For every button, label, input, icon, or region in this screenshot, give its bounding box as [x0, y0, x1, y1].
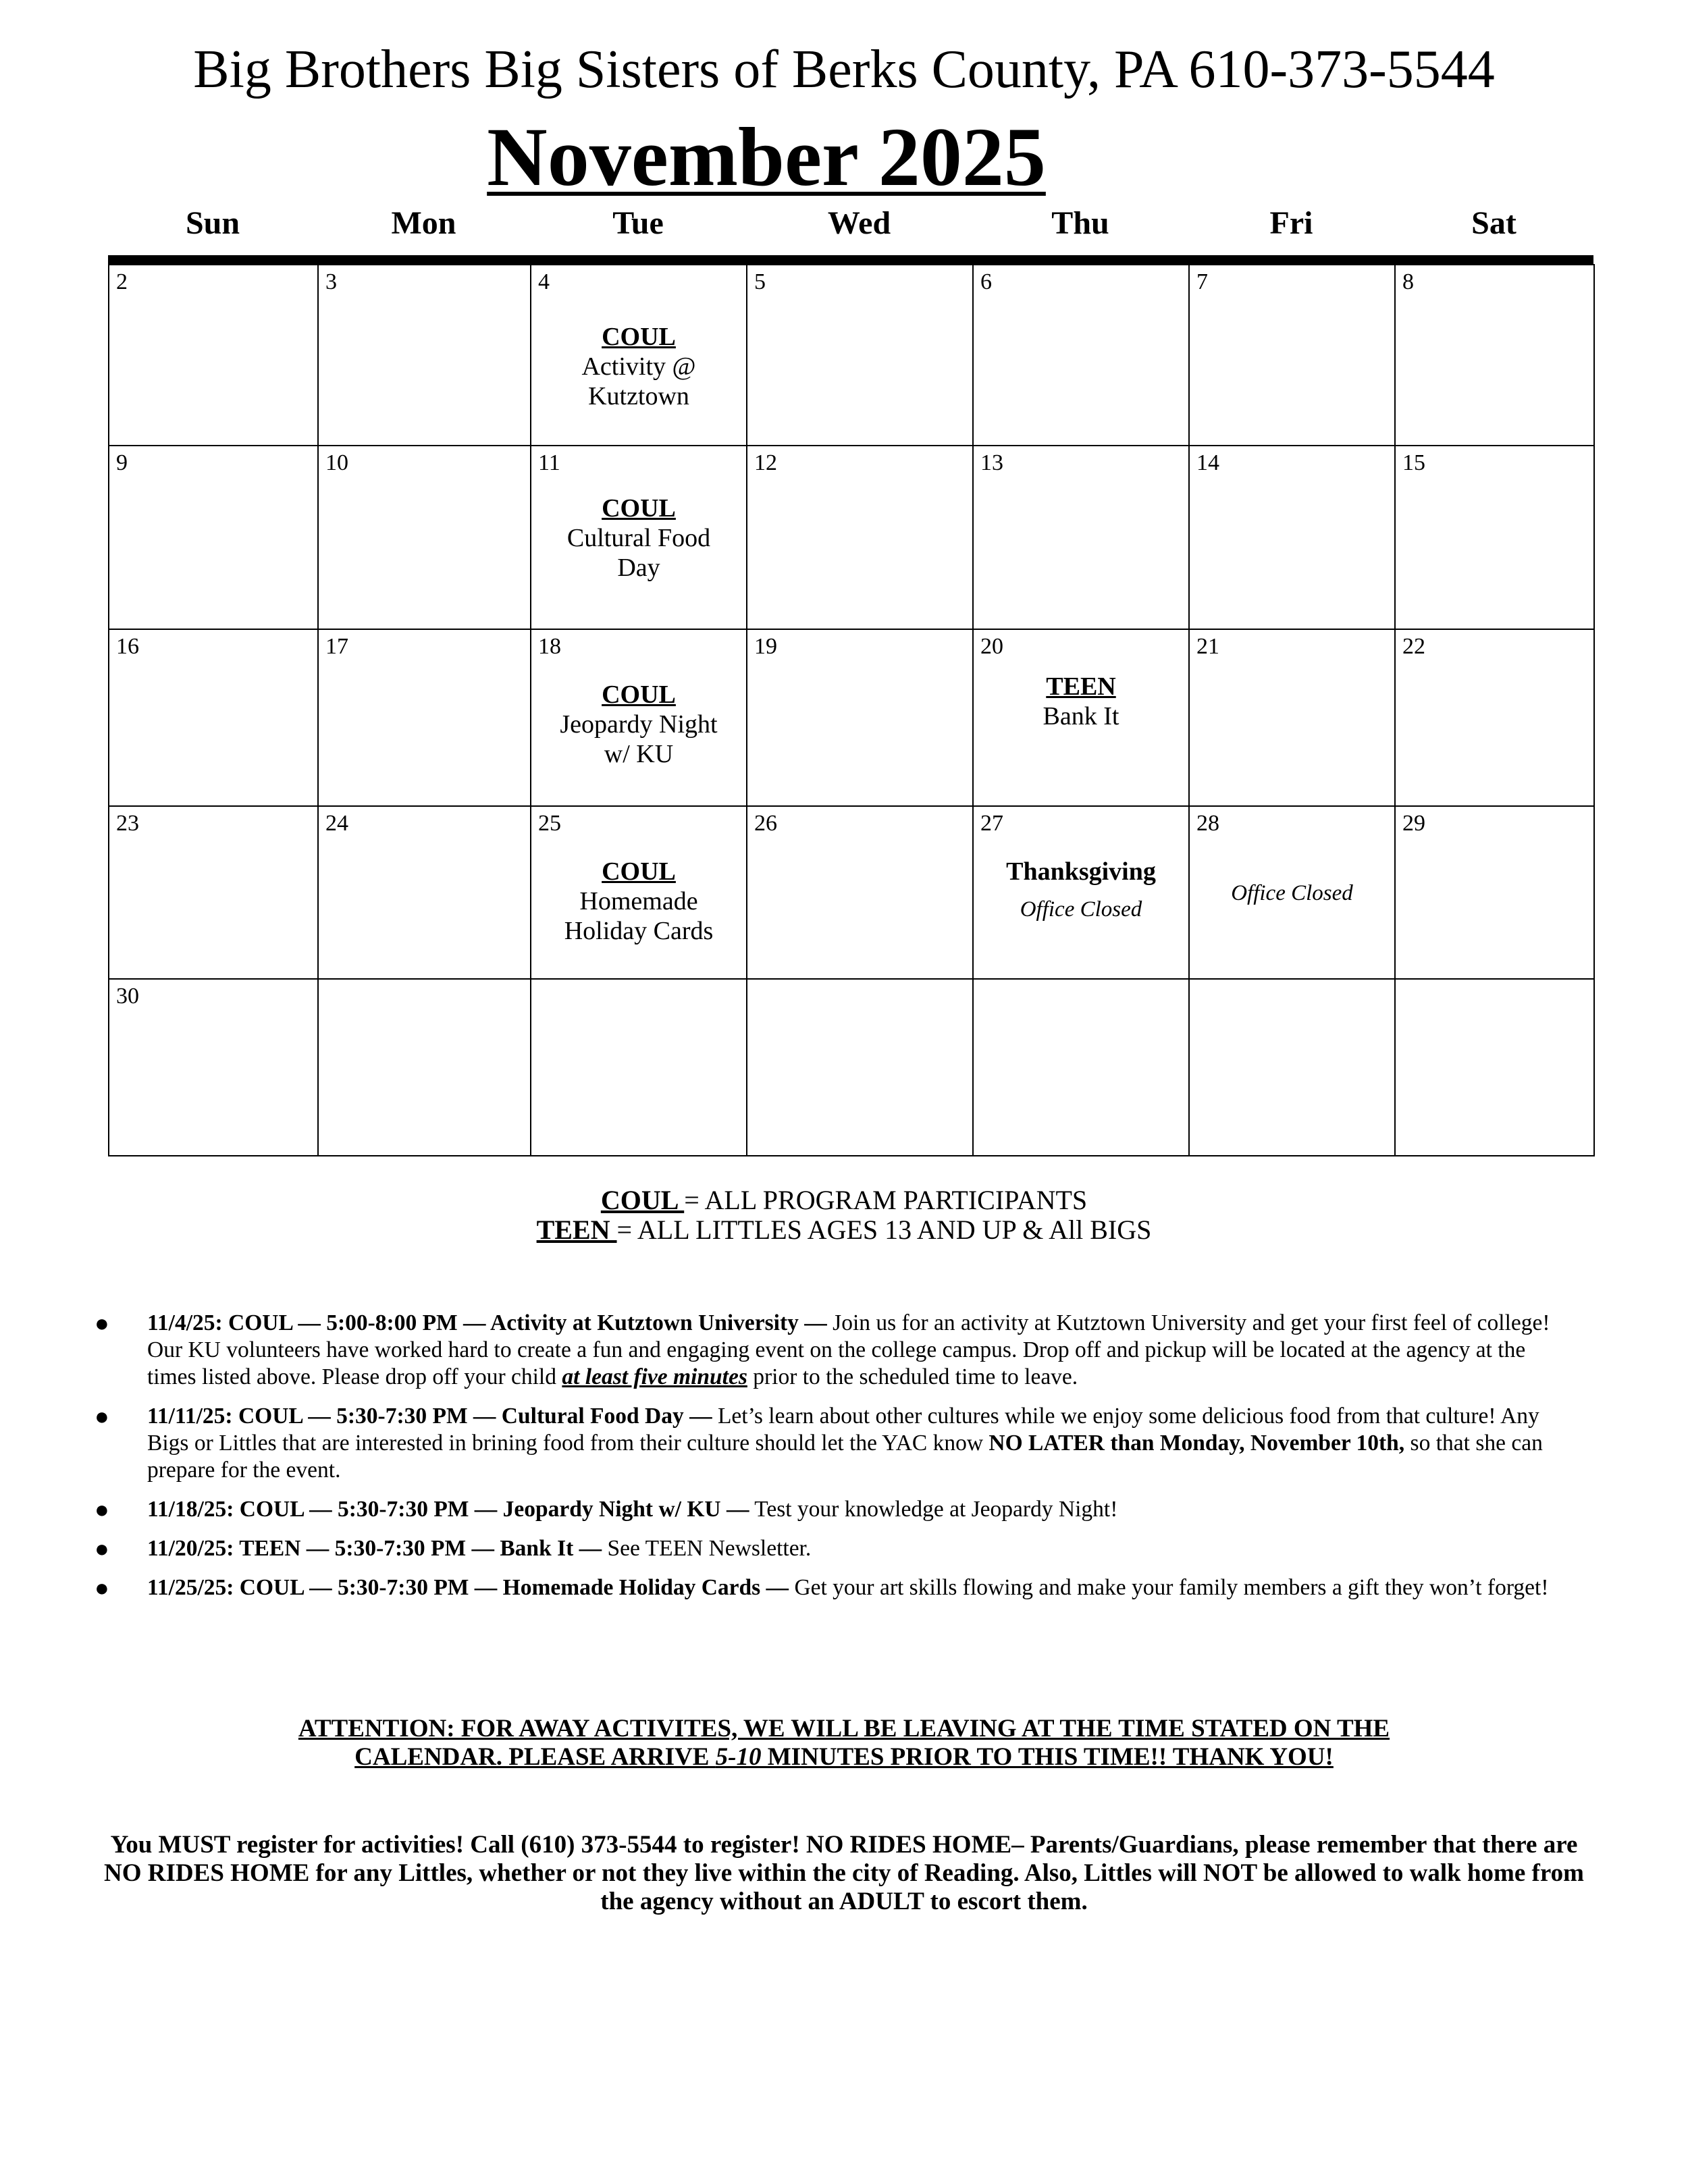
calendar-week-5	[109, 979, 1594, 1156]
event-line: w/ KU	[604, 740, 674, 768]
calendar-week-3	[109, 629, 1594, 806]
calendar-day	[531, 979, 747, 1156]
legend-key: COUL	[600, 1185, 685, 1215]
day-number: 27	[980, 811, 1003, 836]
calendar-day	[1189, 265, 1395, 446]
calendar-day	[1395, 265, 1594, 446]
calendar-day	[747, 979, 973, 1156]
day-number: 14	[1196, 450, 1219, 475]
note-text: Get your art skills flowing and make your family members a gift they won’t forget!	[789, 1575, 1549, 1600]
month-title-text: November 2025	[487, 111, 1046, 203]
day-number: 11	[538, 450, 560, 475]
attention-text: CALENDAR. PLEASE ARRIVE	[354, 1743, 716, 1771]
bullet-icon: ●	[95, 1403, 109, 1430]
day-number: 4	[538, 269, 550, 294]
day-number: 18	[538, 634, 561, 659]
calendar-day	[973, 806, 1189, 979]
calendar-day	[318, 806, 531, 979]
day-number: 2	[116, 269, 128, 294]
day-number: 23	[116, 811, 139, 836]
day-number: 19	[754, 634, 777, 659]
event-nov20	[974, 672, 1188, 731]
event-nov4	[531, 322, 746, 411]
weekday-sun: Sun	[185, 205, 240, 241]
event-line: Activity @	[581, 352, 696, 381]
calendar-day	[1395, 629, 1594, 806]
calendar-day	[747, 446, 973, 629]
calendar-day	[1189, 629, 1395, 806]
calendar-day	[318, 979, 531, 1156]
day-number: 22	[1402, 634, 1425, 659]
legend-coul	[0, 1186, 1688, 1215]
event-nov11	[531, 494, 746, 583]
day-number: 25	[538, 811, 561, 836]
bullet-icon: ●	[95, 1496, 109, 1523]
calendar-week-2	[109, 446, 1594, 629]
day-number: 28	[1196, 811, 1219, 836]
event-title: Thanksgiving	[1006, 857, 1156, 886]
note-text: See TEEN Newsletter.	[602, 1536, 812, 1561]
event-tag: COUL	[602, 857, 676, 886]
calendar-day	[973, 979, 1189, 1156]
note-head: 11/20/25: TEEN — 5:30-7:30 PM — Bank It —	[147, 1536, 602, 1561]
event-nov27	[974, 857, 1188, 924]
calendar-day	[318, 629, 531, 806]
day-number: 20	[980, 634, 1003, 659]
weekday-tue: Tue	[612, 205, 664, 241]
bullet-icon: ●	[95, 1535, 109, 1562]
calendar-day	[1189, 979, 1395, 1156]
legend-text: = ALL LITTLES AGES 13 AND UP & All BIGS	[616, 1215, 1152, 1245]
event-line: Jeopardy Night	[560, 710, 718, 739]
note-item	[95, 1403, 1580, 1484]
weekday-thu: Thu	[1051, 205, 1109, 241]
day-number: 3	[325, 269, 337, 294]
bullet-icon: ●	[95, 1574, 109, 1601]
day-number: 16	[116, 634, 139, 659]
note-emphasis: NO LATER than Monday, November 10th,	[988, 1431, 1405, 1456]
day-number: 8	[1402, 269, 1414, 294]
event-line: Homemade	[579, 887, 698, 915]
event-note: Office Closed	[1231, 881, 1353, 905]
calendar-day	[531, 629, 747, 806]
calendar-day	[109, 265, 318, 446]
note-item	[95, 1496, 1580, 1523]
note-item	[95, 1574, 1580, 1601]
calendar-day	[531, 806, 747, 979]
organization-header: Big Brothers Big Sisters of Berks County, PA 610-373-5544	[193, 40, 1495, 99]
day-number: 24	[325, 811, 348, 836]
calendar-day	[109, 806, 318, 979]
calendar-day	[973, 629, 1189, 806]
weekday-fri: Fri	[1269, 205, 1313, 241]
day-number: 15	[1402, 450, 1425, 475]
event-line: Kutztown	[588, 382, 689, 410]
calendar-week-1	[109, 265, 1594, 446]
day-number: 5	[754, 269, 766, 294]
day-number: 7	[1196, 269, 1208, 294]
day-number: 26	[754, 811, 777, 836]
day-number: 17	[325, 634, 348, 659]
calendar-week-4	[109, 806, 1594, 979]
day-number: 10	[325, 450, 348, 475]
calendar-day	[318, 265, 531, 446]
calendar-day	[109, 629, 318, 806]
day-number: 6	[980, 269, 992, 294]
legend	[0, 1186, 1688, 1245]
calendar-day	[318, 446, 531, 629]
event-nov28	[1190, 878, 1394, 908]
calendar-day	[1189, 446, 1395, 629]
day-number: 29	[1402, 811, 1425, 836]
note-text: so that she can prepare for the event.	[147, 1431, 1543, 1483]
weekday-wed: Wed	[827, 205, 891, 241]
day-number: 12	[754, 450, 777, 475]
note-text: prior to the scheduled time to leave.	[747, 1364, 1078, 1389]
day-number: 21	[1196, 634, 1219, 659]
bullet-icon: ●	[95, 1310, 109, 1337]
calendar-day	[1189, 806, 1395, 979]
calendar-top-bar	[108, 255, 1593, 265]
note-text: Test your knowledge at Jeopardy Night!	[749, 1497, 1118, 1522]
calendar-day	[1395, 979, 1594, 1156]
calendar-day	[973, 446, 1189, 629]
event-tag: COUL	[602, 681, 676, 709]
event-nov25	[531, 857, 746, 946]
event-notes-list	[95, 1310, 1580, 1614]
calendar-grid	[108, 264, 1595, 1156]
note-head: 11/18/25: COUL — 5:30-7:30 PM — Jeopardy Night w/ KU —	[147, 1497, 749, 1522]
note-emphasis: at least five minutes	[562, 1364, 747, 1389]
event-line: Bank It	[1043, 702, 1119, 730]
note-item	[95, 1535, 1580, 1562]
registration-notice: You MUST register for activities! Call (610) 373-5544 to register! NO RIDES HOME– Parents/Guardians, please remember that there are NO RIDES HOME for any Littles, whether or not they live within the city of Reading. Also, Littles will NOT be allowed to walk home from the agency without an ADULT to escort them.	[104, 1831, 1584, 1915]
event-note: Office Closed	[1020, 897, 1142, 922]
calendar-day	[1395, 446, 1594, 629]
calendar-day	[109, 446, 318, 629]
event-nov18	[531, 680, 746, 769]
calendar-day	[747, 265, 973, 446]
event-tag: COUL	[602, 323, 676, 351]
note-text: Join us for an activity at Kutztown University and get your first feel of college! Our KU volunteers have worked hard to create a fun and engaging event on the college campus. Drop off and pickup will be located at the agency at the times listed above. Please drop off your child	[147, 1310, 1550, 1389]
note-head: 11/11/25: COUL — 5:30-7:30 PM — Cultural Food Day —	[147, 1404, 712, 1429]
day-number: 30	[116, 984, 139, 1009]
event-line: Day	[617, 554, 660, 582]
weekday-mon: Mon	[391, 205, 456, 241]
calendar-day	[1395, 806, 1594, 979]
calendar-day	[747, 629, 973, 806]
attention-line-1: ATTENTION: FOR AWAY ACTIVITES, WE WILL BE LEAVING AT THE TIME STATED ON THE	[298, 1715, 1390, 1742]
day-number: 13	[980, 450, 1003, 475]
weekday-sat: Sat	[1471, 205, 1516, 241]
event-line: Holiday Cards	[564, 917, 714, 945]
calendar-day	[109, 979, 318, 1156]
calendar-day	[531, 265, 747, 446]
note-head: 11/4/25: COUL — 5:00-8:00 PM — Activity at Kutztown University —	[147, 1310, 827, 1335]
legend-teen	[0, 1215, 1688, 1245]
note-item	[95, 1310, 1580, 1391]
legend-key: TEEN	[536, 1215, 617, 1245]
legend-text: = ALL PROGRAM PARTICIPANTS	[684, 1185, 1088, 1215]
weekday-header-row	[108, 200, 1593, 247]
note-text: Let’s learn about other cultures while we enjoy some delicious food from that culture! Any Bigs or Littles that are interested in brining food from their culture should let the YAC know	[147, 1404, 1539, 1456]
attention-emphasis: 5-10	[715, 1743, 762, 1771]
calendar-day	[973, 265, 1189, 446]
event-tag: COUL	[602, 494, 676, 523]
attention-notice	[0, 1715, 1688, 1772]
month-title	[0, 107, 1688, 208]
day-number: 9	[116, 450, 128, 475]
calendar-day	[531, 446, 747, 629]
event-tag: TEEN	[1046, 672, 1116, 701]
attention-line-2	[0, 1743, 1688, 1772]
attention-text: MINUTES PRIOR TO THIS TIME!! THANK YOU!	[761, 1743, 1334, 1771]
note-head: 11/25/25: COUL — 5:30-7:30 PM — Homemade Holiday Cards —	[147, 1575, 789, 1600]
calendar-day	[747, 806, 973, 979]
event-line: Cultural Food	[566, 524, 711, 552]
